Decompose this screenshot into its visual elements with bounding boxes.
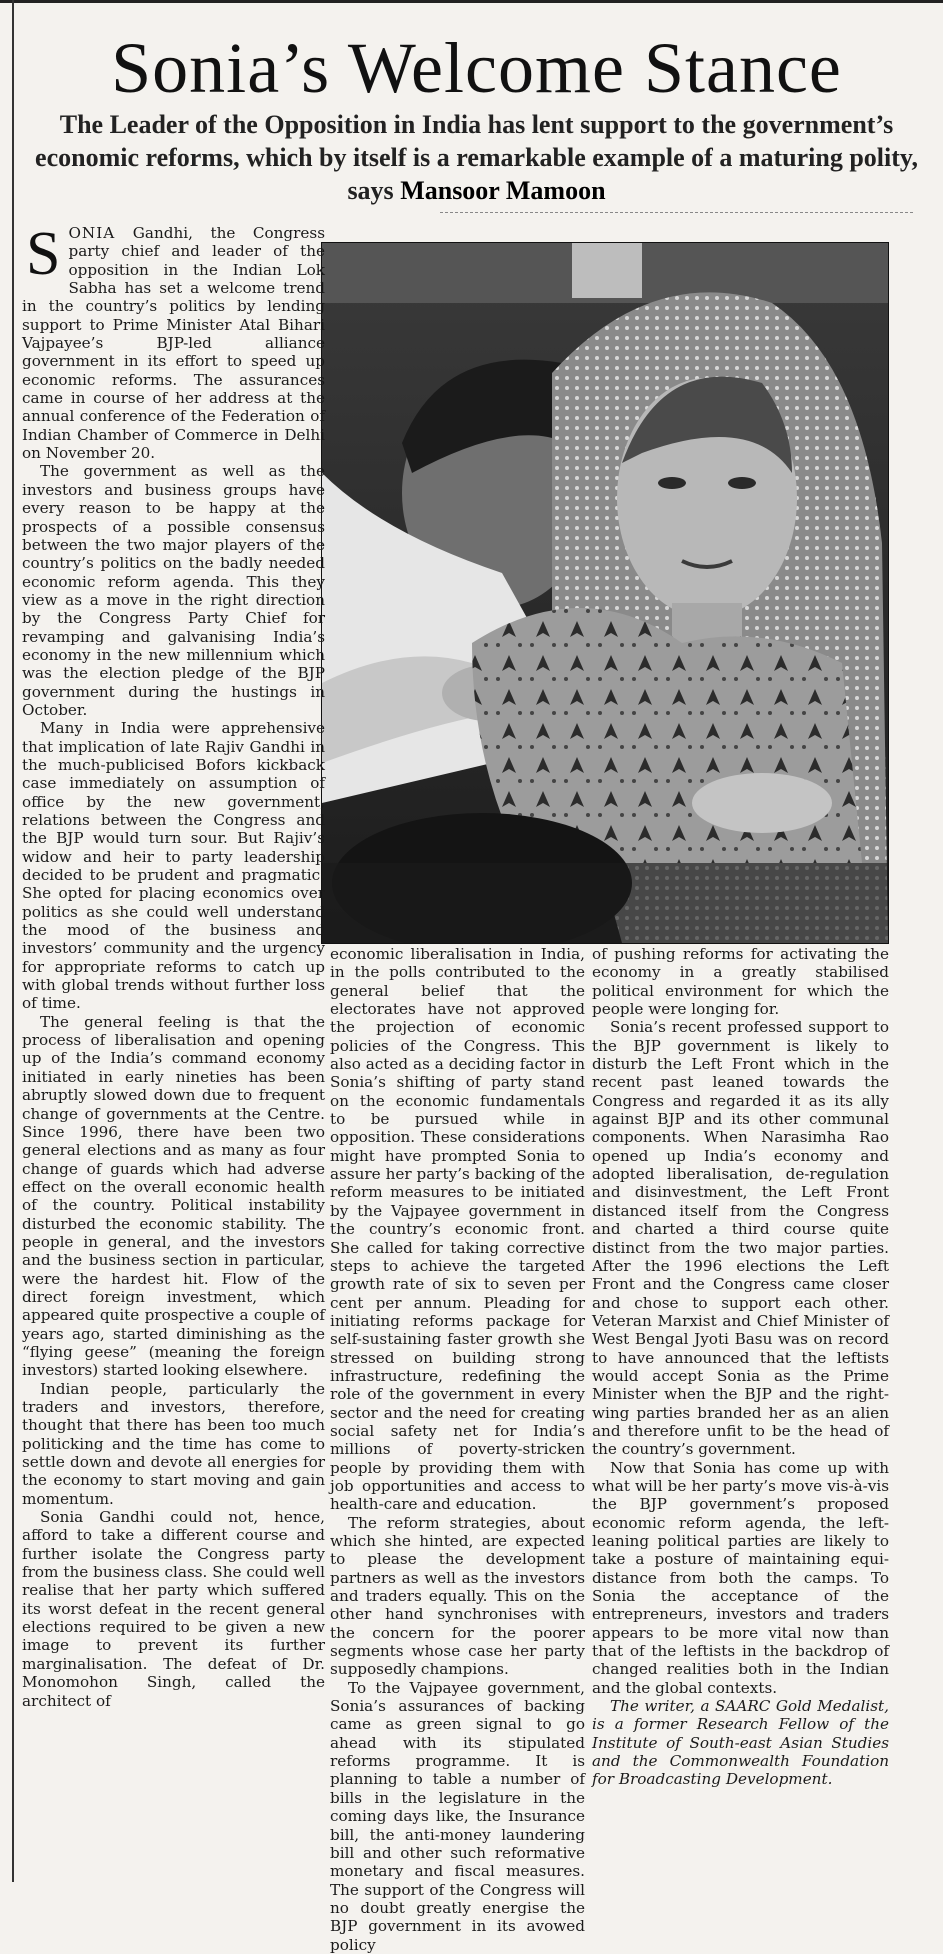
standfirst-text: The Leader of the Opposition in India has lent support to the government’s economic reforms, which by itself is a remarkable example of a maturing polity, says <box>35 110 918 205</box>
left-column-rule <box>12 0 14 1882</box>
paragraph: Indian people, particularly the traders and investors, therefore, thought that there has been too much politicking and the time has come to settle down and devote all energies for the economy to start moving and gain momentum. <box>22 1379 325 1508</box>
paragraph: To the Vajpayee government, Sonia’s assurances of backing came as green signal to go ahead with its stipulated reforms programme. It is planning to table a number of bills in the legislature in the coming days like, the Insurance bill, the anti-money laundering bill and other such reformative monetary and fiscal measures. The support of the Congress will no doubt greatly energise the BJP government in its avowed policy <box>330 1678 585 1954</box>
paragraph <box>22 220 325 463</box>
column-3 <box>592 945 889 1789</box>
headline: Sonia’s Welcome Stance <box>111 28 842 108</box>
paragraph-text: Gandhi, the Congress party chief and leader of the opposition in the Indian Lok Sabha has set a welcome trend in the country’s politics by lending support to Prime Minister Atal Bihari Vajpayee’s BJP-led alliance government in its effort to speed up economic reforms. The assurances came in course of her address at the annual conference of the Federation of Indian Chamber of Commerce in Delhi on November 20. <box>22 224 325 463</box>
column-1 <box>22 220 325 1710</box>
author-credit: The writer, a SAARC Gold Medalist, is a former Research Fellow of the Institute of South-east Asian Studies and the Commonwealth Foundation for Broadcasting Development. <box>592 1697 889 1789</box>
column-2 <box>330 945 585 1954</box>
photo-illustration <box>322 243 888 943</box>
paragraph: of pushing reforms for activating the economy in a greatly stabilised political environment for which the people were longing for. <box>592 945 889 1019</box>
byline-rule <box>440 212 913 214</box>
standfirst <box>30 108 923 207</box>
paragraph: The general feeling is that the process of liberalisation and opening up of the India’s command economy initiated in early nineties has been abruptly slowed down due to frequent change of governments at the Centre. Since 1996, there have been two general elections and as many as four change of guards which had adverse effect on the overall economic health of the country. Political instability disturbed the economic stability. The people in general, and the investors and the business section in particular, were the hardest hit. Flow of the direct foreign investment, which appeared quite prospective a couple of years ago, started diminishing as the “flying geese” (meaning the foreign investors) started looking elsewhere. <box>22 1012 325 1380</box>
paragraph: Now that Sonia has come up with what will be her party’s move vis-à-vis the BJP government’s proposed economic reform agenda, the left-leaning political parties are likely to take a posture of maintaining equi-distance from both the camps. To Sonia the acceptance of the entrepreneurs, investors and traders appears to be more vital now than that of the leftists in the backdrop of changed realities both in the Indian and the global contexts. <box>592 1458 889 1697</box>
paragraph: Sonia’s recent professed support to the BJP government is likely to disturb the Left Front which in the recent past leaned towards the Congress and regarded it as its ally against BJP and its other communal components. When Narasimha Rao opened up India’s economy and adopted liberalisation, de-regulation and disinvestment, the Left Front distanced itself from the Congress and charted a third course quite distinct from the two major parties. After the 1996 elections the Left Front and the Congress came closer and chose to support each other. Veteran Marxist and Chief Minister of West Bengal Jyoti Basu was on record to have announced that the leftists would accept Sonia as the Prime Minister when the BJP and the right-wing parties branded her as an alien and therefore unfit to be the head of the country’s government. <box>592 1018 889 1459</box>
paragraph: The government as well as the investors and business groups have every reason to be happy at the prospects of a possible consensus between the two major players of the country’s politics on the badly needed economic reform agenda. This they view as a move in the right direction by the Congress Party Chief for revamping and galvanising India’s economy in the new millennium which was the election pledge of the BJP government during the hustings in October. <box>22 462 325 719</box>
top-rule <box>0 0 943 3</box>
paragraph: Sonia Gandhi could not, hence, afford to take a different course and further isolate the Congress party from the business class. She could well realise that her party which suffered its worst defeat in the recent general elections required to be given a new image to prevent its further marginalisation. The defeat of Dr. Monomohon Singh, called the architect of <box>22 1508 325 1710</box>
paragraph: economic liberalisation in India, in the polls contributed to the general belief that the electorates have not approved the projection of economic policies of the Congress. This also acted as a deciding factor in Sonia’s shifting of party stand on the economic fundamentals to be pursued while in opposition. These considerations might have prompted Sonia to assure her party’s backing of the reform measures to be initiated by the Vajpayee government in the country’s economic front. She called for taking corrective steps to achieve the targeted growth rate of six to seven per cent per annum. Pleading for initiating reforms package for self-sustaining faster growth she stressed on building strong infrastructure, redefining the role of the government in every sector and the need for creating social safety net for India’s millions of poverty-stricken people by providing them with job opportunities and access to health-care and education. <box>330 945 585 1514</box>
author-name: Mansoor Mamoon <box>400 176 606 205</box>
paragraph: The reform strategies, about which she hinted, are expected to please the development partners as well as the investors and traders equally. This on the other hand synchronises with the concern for the poorer segments whose case her party supposedly champions. <box>330 1513 585 1679</box>
article-photo <box>321 242 889 944</box>
drop-cap: S <box>26 220 61 288</box>
paragraph: Many in India were apprehensive that implication of late Rajiv Gandhi in the much-publicised Bofors kickback case immediately on assumption of office by the new government, relations between the Congress and the BJP would turn sour. But Rajiv’s widow and heir to party leadership decided to be prudent and pragmatic. She opted for placing economics over politics as she could well understand the mood of the business and investors’ community and the urgency for appropriate reforms to catch up with global trends without further loss of time. <box>22 719 325 1013</box>
lead-caps: ONIA <box>68 224 116 242</box>
